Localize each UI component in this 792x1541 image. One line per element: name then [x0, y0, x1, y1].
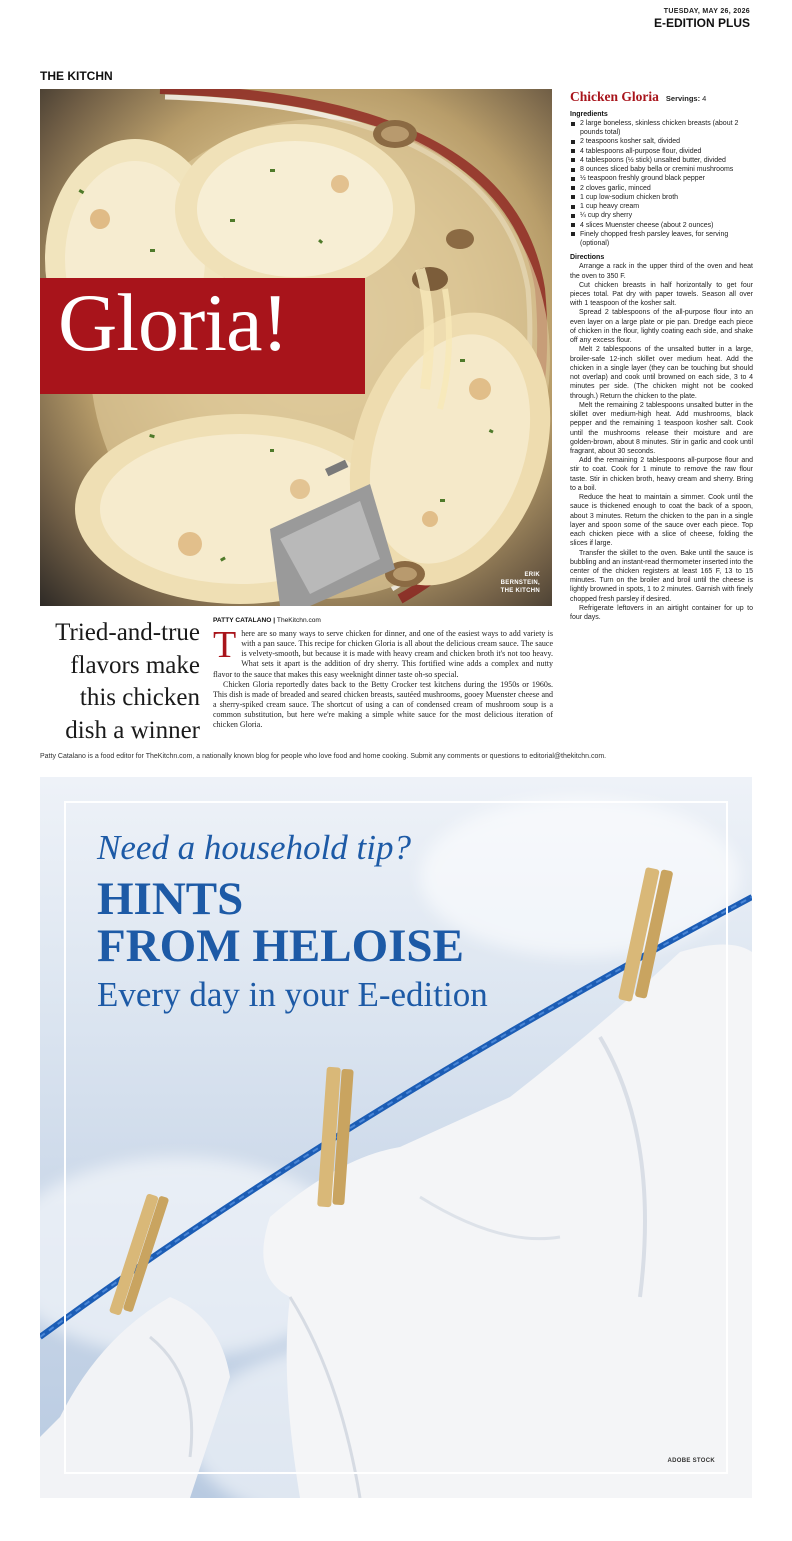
- ingredient-item: 2 teaspoons kosher salt, divided: [570, 137, 753, 146]
- ad-headline-line: HINTS: [97, 872, 244, 925]
- direction-step: Transfer the skillet to the oven. Bake until the sauce is bubbling and an instant-read thermometer inserted into the center of the chicken registers at least 165 F, 13 to 15 minutes. Turn on the broiler and broil until the cheese is lightly browned in spots, 1 to 2 minutes. Garnish with finely chopped fresh parsley if desired.: [570, 549, 753, 603]
- ingredient-item: 2 cloves garlic, minced: [570, 184, 753, 193]
- byline-separator: |: [273, 617, 276, 624]
- ingredients-list: [570, 119, 753, 248]
- ingredient-item: 1 cup low-sodium chicken broth: [570, 193, 753, 202]
- ad-subline: Every day in your E-edition: [97, 974, 488, 1014]
- photo-credit-line: BERNSTEIN,: [500, 579, 540, 586]
- article-paragraph: There are so many ways to serve chicken for dinner, and one of the easiest ways to add variety is with a pan sauce. This recipe for chicken Gloria is all about the delicious cream sauce. The sauce is velvety-smooth, but because it is made with heavy cream and chicken broth it's not too heavy. What sets it apart is the addition of dry sherry. This fortified wine adds a complex and nutty flavor to the sauce that makes this easy weeknight dinner taste oh-so special.: [213, 624, 553, 679]
- heloise-ad[interactable]: [40, 777, 752, 1498]
- article: [213, 617, 553, 731]
- direction-step: Add the remaining 2 tablespoons all-purpose flour and stir to coat. Cook for 1 minute to remove the raw flour taste. Stir in chicken broth, heavy cream and sherry. Bring to a boil.: [570, 457, 753, 492]
- ingredient-item: 1 cup heavy cream: [570, 202, 753, 211]
- direction-step: Melt 2 tablespoons of the unsalted butter in a large, broiler-safe 12-inch skillet over medium heat. Add the chicken in a single layer (they can be touching but should not overlap) and cook until browned on each side, 3 to 4 minutes per side. (The chicken might not be cooked through.) Return the chicken to the plate.: [570, 346, 753, 400]
- ingredient-item: ¼ cup dry sherry: [570, 211, 753, 220]
- drop-cap: T: [213, 624, 237, 666]
- direction-step: Spread 2 tablespoons of the all-purpose flour into an even layer on a large plate or pie pan. Dredge each piece of chicken in the flour, lightly coating each side, and shake off any excess flour.: [570, 309, 753, 345]
- headline-block: [40, 278, 365, 394]
- byline-author: PATTY CATALANO: [213, 617, 272, 624]
- article-body: [213, 624, 553, 731]
- photo-credit: [501, 571, 540, 595]
- ad-tagline: Need a household tip?: [97, 828, 411, 867]
- ingredient-item: 4 tablespoons all-purpose flour, divided: [570, 147, 753, 156]
- byline: [213, 617, 553, 624]
- photo-credit-line: THE KITCHN: [500, 587, 540, 594]
- byline-site: TheKitchn.com: [276, 617, 321, 624]
- headline: Gloria!: [58, 277, 288, 368]
- ad-headline-line: FROM HELOISE: [97, 919, 464, 972]
- ad-headline: [97, 872, 488, 972]
- direction-step: Arrange a rack in the upper third of the oven and heat the oven to 350 F.: [570, 263, 753, 280]
- ad-photo-credit: ADOBE STOCK: [667, 1458, 715, 1464]
- servings-value: 4: [702, 94, 707, 103]
- direction-step: Refrigerate leftovers in an airtight container for up to four days.: [570, 604, 753, 622]
- direction-step: Reduce the heat to maintain a simmer. Cook until the sauce is thickened enough to coat the back of a spoon, about 3 minutes. Return the chicken to the pan in a single layer and spoon some of the sauce over each piece. Top each chicken piece with a slice of cheese, folding the slices if large.: [570, 494, 753, 548]
- author-footnote: Patty Catalano is a food editor for TheKitchn.com, a nationally known blog for people who love food and home cooking. Submit any comments or questions to editorial@thekitchn.com.: [40, 753, 607, 760]
- servings-label: Servings:: [665, 94, 701, 103]
- directions-heading: Directions: [570, 254, 605, 262]
- ingredient-item: ½ teaspoon freshly ground black pepper: [570, 174, 753, 183]
- servings: [666, 94, 706, 103]
- section-label: THE KITCHN: [40, 69, 113, 83]
- recipe-title: Chicken Gloria: [570, 89, 659, 104]
- direction-step: Cut chicken breasts in half horizontally to get four pieces total. Pat dry with paper towels. Season all over with 1 teaspoon of the kosher salt.: [570, 281, 753, 308]
- ingredient-item: 8 ounces sliced baby bella or cremini mushrooms: [570, 165, 753, 174]
- ingredients-heading: Ingredients: [570, 111, 608, 118]
- directions: [570, 262, 753, 622]
- deck-subheadline: Tried-and-true flavors make this chicken dish a winner: [55, 619, 200, 744]
- ad-copy: [97, 829, 488, 1014]
- masthead: [654, 8, 750, 30]
- recipe-box: [570, 89, 753, 622]
- ingredient-item: Finely chopped fresh parsley leaves, for serving (optional): [570, 230, 753, 248]
- direction-step: Melt the remaining 2 tablespoons unsalted butter in the skillet over medium-high heat. Add mushrooms, black pepper and the remaining 1 teaspoon kosher salt. Cook until the mushrooms release their moisture and are golden-brown, about 8 minutes. Stir in garlic and cook until fragrant, about 30 seconds.: [570, 401, 753, 455]
- edition-label: E-EDITION PLUS: [653, 16, 750, 30]
- issue-date: TUESDAY, MAY 26, 2026: [663, 8, 750, 15]
- ingredient-item: 2 large boneless, skinless chicken breasts (about 2 pounds total): [570, 119, 753, 137]
- photo-credit-line: ERIK: [524, 571, 540, 578]
- article-paragraph: Chicken Gloria reportedly dates back to the Betty Crocker test kitchens during the 1950s or 1960s. This dish is made of breaded and seared chicken breasts, sautéed mushrooms, gooey Muenster cheese and a sherry-spiked cream sauce. The shortcut of using a can of condensed cream of mushroom soup is a common substitution, but here we're making a simple white sauce for the most delicious iteration of chicken Gloria.: [213, 679, 553, 730]
- ingredient-item: 4 tablespoons (½ stick) unsalted butter, divided: [570, 156, 753, 165]
- ingredient-item: 4 slices Muenster cheese (about 2 ounces): [570, 221, 753, 230]
- recipe-header: [570, 89, 753, 105]
